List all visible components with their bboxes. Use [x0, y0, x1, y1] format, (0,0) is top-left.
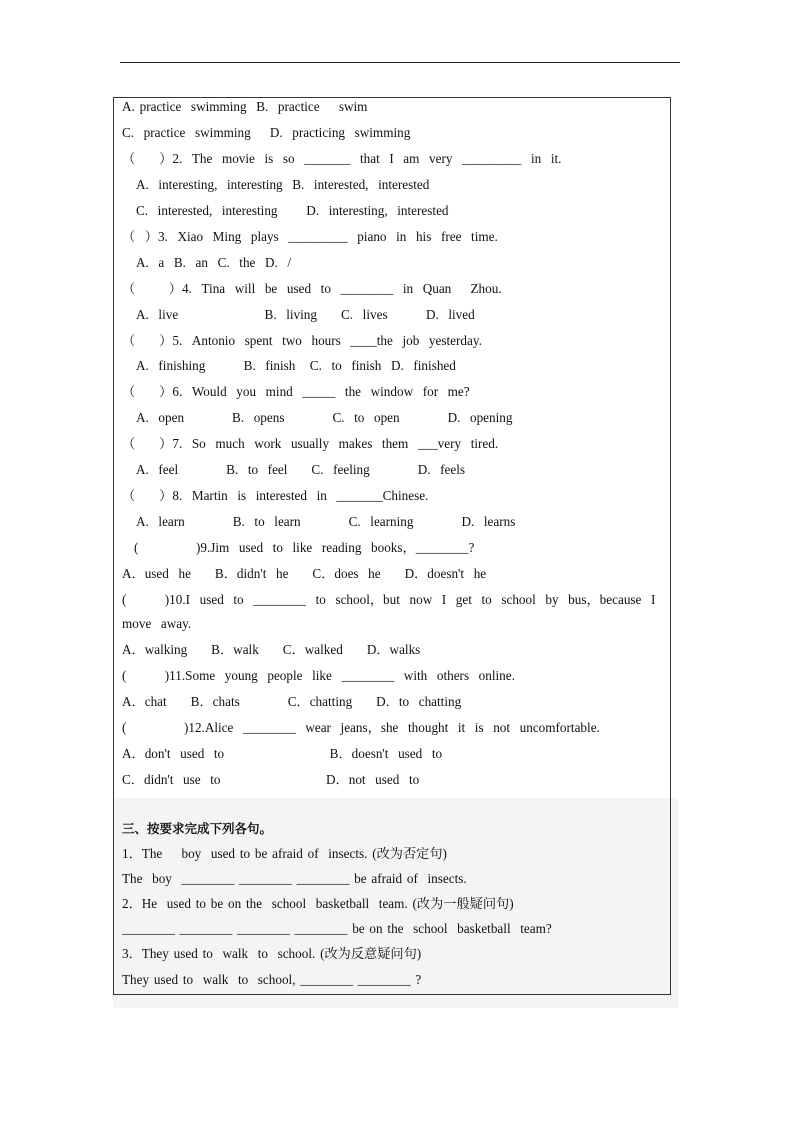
- question-2: （ ）2. The movie is so _______ that I am very _________ in it.: [122, 151, 562, 166]
- task-3-answer: They used to walk to school, ________ ________ ?: [122, 972, 422, 987]
- option-line: A．chat B．chats C．chatting D．to chatting: [122, 694, 462, 709]
- option-line: A. live B. living C. lives D. lived: [136, 307, 475, 322]
- option-line: A. practice swimming B. practice swim: [122, 99, 368, 114]
- question-5: （ ）5. Antonio spent two hours ____the job yesterday.: [122, 333, 482, 348]
- option-line: A. feel B. to feel C. feeling D. feels: [136, 462, 466, 477]
- task-1: 1．The boy used to be afraid of insects. (改为否定句): [122, 846, 447, 861]
- task-1-answer: The boy ________ ________ ________ be afraid of insects.: [122, 871, 467, 886]
- option-line: A. a B. an C. the D. /: [136, 255, 292, 270]
- option-line: A．used he B．didn't he C．does he D．doesn't he: [122, 566, 487, 581]
- question-6: （ ）6. Would you mind _____ the window for me?: [122, 384, 470, 399]
- question-8: （ ）8. Martin is interested in _______Chinese.: [122, 488, 429, 503]
- question-10-cont: move away.: [122, 616, 192, 631]
- question-12: ( )12.Alice ________ wear jeans，she thought it is not uncomfortable.: [122, 720, 600, 735]
- question-3: （ ）3. Xiao Ming plays _________ piano in his free time.: [122, 229, 498, 244]
- task-2-answer: ________ ________ ________ ________ be on the school basketball team?: [122, 921, 552, 936]
- option-line: A. open B. opens C. to open D. opening: [136, 410, 513, 425]
- question-9: ( )9.Jim used to like reading books，________?: [134, 540, 475, 555]
- question-11: ( )11.Some young people like ________ with others online.: [122, 668, 515, 683]
- question-10: ( )10.I used to ________ to school，but now I get to school by bus，because I: [122, 592, 656, 607]
- option-line: A．don't used to B．doesn't used to: [122, 746, 443, 761]
- option-line: A. finishing B. finish C. to finish D. finished: [136, 358, 456, 373]
- option-line: C. practice swimming D. practicing swimming: [122, 125, 411, 140]
- task-3: 3．They used to walk to school. (改为反意疑问句): [122, 946, 422, 961]
- option-line: A. interesting, interesting B. interested, interested: [136, 177, 430, 192]
- option-line: C. interested, interesting D. interesting, interested: [136, 203, 449, 218]
- section-heading: 三、按要求完成下列各句。: [122, 821, 273, 836]
- question-7: （ ）7. So much work usually makes them ___very tired.: [122, 436, 499, 451]
- question-4: （ ）4. Tina will be used to ________ in Quan Zhou.: [122, 281, 502, 296]
- task-2: 2．He used to be on the school basketball team. (改为一般疑问句): [122, 896, 514, 911]
- option-line: A. learn B. to learn C. learning D. learns: [136, 514, 516, 529]
- header-rule: [120, 62, 680, 63]
- option-line: A．walking B．walk C．walked D．walks: [122, 642, 421, 657]
- option-line: C．didn't use to D．not used to: [122, 772, 420, 787]
